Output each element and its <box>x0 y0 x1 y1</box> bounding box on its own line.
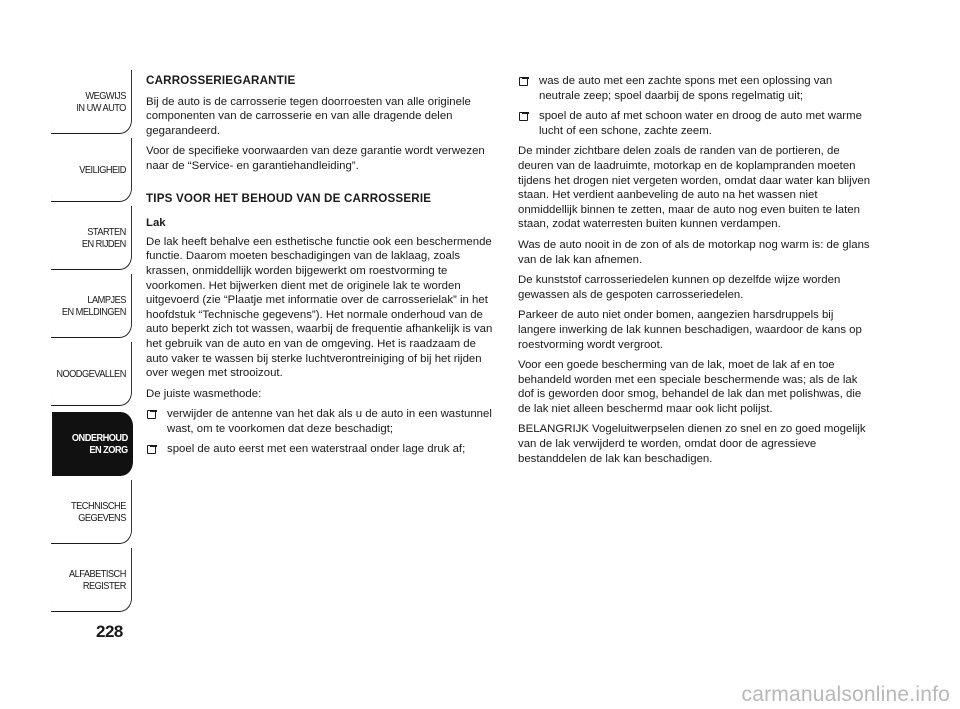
paragraph: De lak heeft behalve een esthetische functie ook een beschermende functie. Daarom moeten beschadigingen van de laklaag, zoals krassen, onmiddellijk worden bijgewerkt om roestvorming te voorkomen. Het bijwerken dient met de originele lak te worden uitgevoerd (zie “Plaatje met informatie over de carrosserielak” in het hoofdstuk “Technische gegevens”). Het normale onderhoud van de auto beperkt zich tot wassen, waarbij de frequentie afhankelijk is van het gebruik van de auto en van de omgeving. Het is raadzaam de auto vaker te wassen bij sterke luchtverontreiniging of bij het rijden over wegen met strooizout. <box>146 235 493 380</box>
tab-label: STARTEN <box>87 225 126 238</box>
paragraph: De juiste wasmethode: <box>146 387 262 400</box>
paragraph: Voor de specifieke voorwaarden van deze garantie wordt verwezen naar de “Service- en garantiehandleiding”. <box>146 145 485 172</box>
tab-label: EN MELDINGEN <box>61 305 126 318</box>
subheading: Lak <box>146 217 166 230</box>
tab-noodgevallen[interactable] <box>51 342 132 406</box>
tab-label: WEGWIJS <box>85 89 126 102</box>
tab-technische[interactable] <box>51 480 132 544</box>
tab-label: EN ZORG <box>89 444 128 456</box>
paragraph: BELANGRIJK Vogeluitwerpselen dienen zo snel en zo goed mogelijk van de lak verwijderd te worden, omdat door de agressieve bestanddelen de lak kan beschadigen. <box>518 423 866 465</box>
list-item <box>146 407 498 436</box>
tab-alfabetisch[interactable] <box>51 548 132 612</box>
checkbox-bullet-icon <box>147 410 156 419</box>
tab-label: LAMPJES <box>87 293 126 306</box>
tab-lampjes[interactable] <box>51 274 132 338</box>
tab-label: ONDERHOUD <box>71 432 128 444</box>
page-number: 228 <box>96 622 123 641</box>
list-item <box>518 74 872 103</box>
list-item <box>146 442 498 457</box>
list-item-text: spoel de auto eerst met een waterstraal onder lage druk af; <box>167 443 466 456</box>
paragraph: Parkeer de auto niet onder bomen, aangezien harsdruppels bij langere inwerking de lak kunnen beschadigen, waardoor de kans op roestvorming wordt vergroot. <box>518 309 862 351</box>
tab-label: GEGEVENS <box>78 511 126 524</box>
tab-wegwijs[interactable] <box>51 70 132 134</box>
list-item <box>518 109 872 138</box>
paragraph: De minder zichtbare delen zoals de randen van de portieren, de deuren van de laadruimte, motorkap en de koplampranden moeten tijdens het drogen niet vergeten worden, omdat daar water kan blijven staan. Het verdient aanbeveling de auto na het wassen niet onmiddellijk binnen te zetten, maar de auto nog even buiten te laten staan, zodat waterresten buiten kunnen verdampen. <box>518 145 871 231</box>
watermark: carmanualsonline.info <box>741 683 950 706</box>
section-heading: TIPS VOOR HET BEHOUD VAN DE CARROSSERIE <box>146 191 432 205</box>
tab-label: TECHNISCHE <box>71 499 126 512</box>
list-item-text: verwijder de antenne van het dak als u de auto in een wastunnel wast, om te voorkomen dat deze beschadigt; <box>167 408 492 435</box>
paragraph: Bij de auto is de carrosserie tegen doorroesten van alle originele componenten van de carrosserie en van alle dragende delen gegarandeerd. <box>146 95 471 137</box>
list-item-text: was de auto met een zachte spons met een oplossing van neutrale zeep; spoel daarbij de spons regelmatig uit; <box>539 75 833 102</box>
section-heading: CARROSSERIEGARANTIE <box>146 74 296 87</box>
tab-onderhoud[interactable] <box>52 412 133 476</box>
tab-starten[interactable] <box>51 206 132 270</box>
tab-veiligheid[interactable] <box>51 138 132 202</box>
right-column <box>518 74 872 472</box>
checkbox-bullet-icon <box>147 445 156 454</box>
tab-label: NOODGEVALLEN <box>56 367 126 380</box>
list-item-text: spoel de auto af met schoon water en droog de auto met warme lucht of een schone, zachte zeem. <box>539 110 862 137</box>
tab-label: IN UW AUTO <box>76 101 126 114</box>
checkbox-bullet-icon <box>519 112 528 121</box>
tab-label: EN RIJDEN <box>81 237 126 250</box>
tab-label: ALFABETISCH <box>68 567 126 580</box>
tab-label: VEILIGHEID <box>79 163 126 176</box>
tab-label: REGISTER <box>82 579 126 592</box>
paragraph: Was de auto nooit in de zon of als de motorkap nog warm is: de glans van de lak kan afnemen. <box>518 238 870 266</box>
paragraph: Voor een goede bescherming van de lak, moet de lak af en toe behandeld worden met een speciale beschermende was; als de lak dof is geworden door smog, behandel de lak dan met polishwas, die de lak niet alleen beschermd maar ook licht polijst. <box>518 359 862 415</box>
paragraph: De kunststof carrosseriedelen kunnen op dezelfde wijze worden gewassen als de gespoten carrosseriedelen. <box>518 274 841 301</box>
checkbox-bullet-icon <box>519 77 528 86</box>
left-column <box>146 74 498 463</box>
